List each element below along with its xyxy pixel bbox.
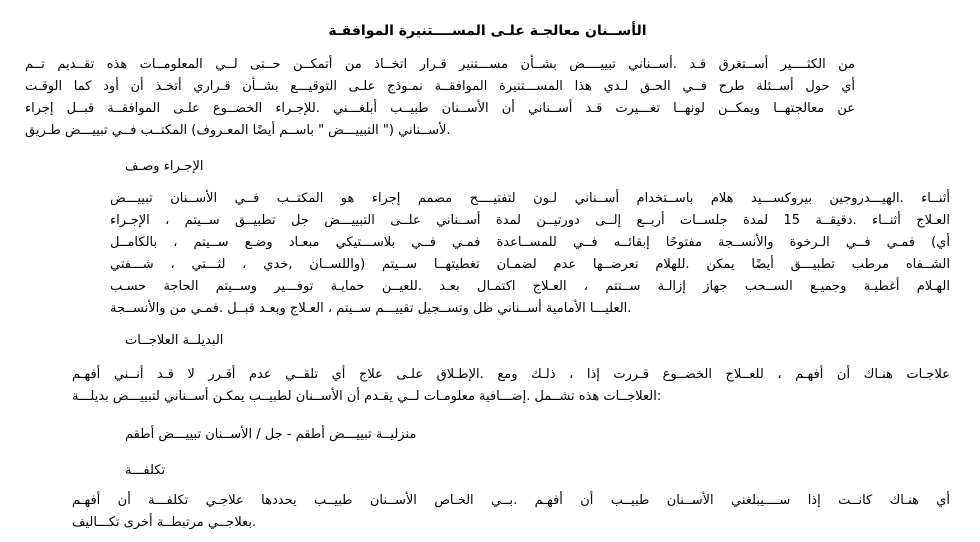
document-title: الأســنان معالجـة علـى المســــتنيرة الموافقـة: [328, 23, 647, 39]
text-line: .العليـــا الأمامية أســناني ظل وتســجيل تقييـــم ســيتم ، العـلاج وبعـد قبــل .فمـي من والأنســجة: [110, 301, 632, 316]
procedure-paragraph: [110, 188, 950, 320]
intro-paragraph: [25, 54, 855, 142]
whitening-kits-option-line: منزليــة تبييـــض أطقم - جل / الأســنان تبييـــض أطقم: [125, 427, 417, 442]
alternatives-paragraph: [72, 364, 950, 408]
text-line: العـلاج أثنــاء .دقيقــة 15 لمدة جلســات أربــع إلــى دورتيــن لمدة أســناني علــى التبييـــض جل تطبيــق ســيتم ، الإجـراء: [110, 213, 951, 228]
procedure-section-heading: الإجـراء وصـف: [125, 159, 204, 174]
text-line: الهـلام أغطيـة وجميـع الســحب جهاز إزالـة ســتتم ، العـلاج اكتمـال بعـد .للعيــن حمايـة توفـــير وســيتم الحاجة حسـب: [110, 279, 950, 294]
alternatives-section-heading: البديلــة العلاجــات: [125, 333, 224, 348]
text-line: أي هنـاك كانــت إذا ســــيبلغني الأســنان طبيــب أن أفهـم .بــي الخـاص الأســنان طبيــب يحددها علاجـي تكلفـــة أن أفهـم: [72, 493, 950, 508]
text-line: أي) فمـي فــي الـرخوة والأنســجة مفتوحًا إبقائــه فــي للمســاعدة فمـي فــي بلاســـتيكي مبعـاد وضـع ســيتم ، بالكامــل: [110, 235, 950, 250]
text-line: علاجـات هنـاك أن أفهـم ، للعــلاج الخضــوع قـررت إذا ، ذلـك ومع .الإطـلاق علـى علاج أي تلقــي عدم أقـرر لا قـد أنــني أفهـم: [72, 367, 950, 382]
text-line: :العلاجــات هذه تشــمل .إضـــافية معلومـات لــي يقـدم أن الأســنان لطبيــب يمكـن أســناني لتبييـــض بديلـــة: [72, 389, 662, 404]
text-line: .بعلاجــي مرتبطــة أخرى تكـــاليف: [72, 515, 257, 530]
text-line: من الكثــــير أســتغرق قـد .أســناني تبييــــض بشــأن مســـتنير قـرار اتخــاذ من أتمكــن حــتى لــي المعلومــات هذه تقــديم تــم: [25, 57, 855, 72]
text-line: أي حول أســئلة طرح فــي الحـق لـدي هذا المســـتنيرة الموافقــة نمـوذج علـى التوقيـــع بشــأن قـراري أتخـذ أن أود كما الوقـت: [25, 79, 855, 94]
cost-paragraph: [72, 490, 950, 534]
cost-section-heading: تكلفـــة: [125, 463, 166, 478]
text-line: عن معالجتهــا ويمكــن لونهــا تغـــيرت قـد أســناني أن الأســنان طبيــب أبلغـــني .للإجـراء الخضــوع علـى الموافقــة قبــل إجراء: [25, 101, 855, 116]
text-line: الشــفاه مرطب تطبيـــق أيضًا يمكن .للهلام تعرضــها عدم لضمـان تغطيتهــا ســيتم (واللســان ,خدي ، لثـــتي ، شـــفتي: [110, 257, 950, 272]
text-line: أثنــاء .الهيـــدروجين بيروكســـيد هلام باســتخدام أســناني لـون لتفتيــــح مصمم إجراء هو المكتــب فــي الأســنان تبييـــض: [110, 191, 950, 206]
text-line: .لأســناني (" التبييـــض " باســم أيضًا المعـروف) المكتــب فــي تبييـــض طـريق: [25, 123, 451, 138]
